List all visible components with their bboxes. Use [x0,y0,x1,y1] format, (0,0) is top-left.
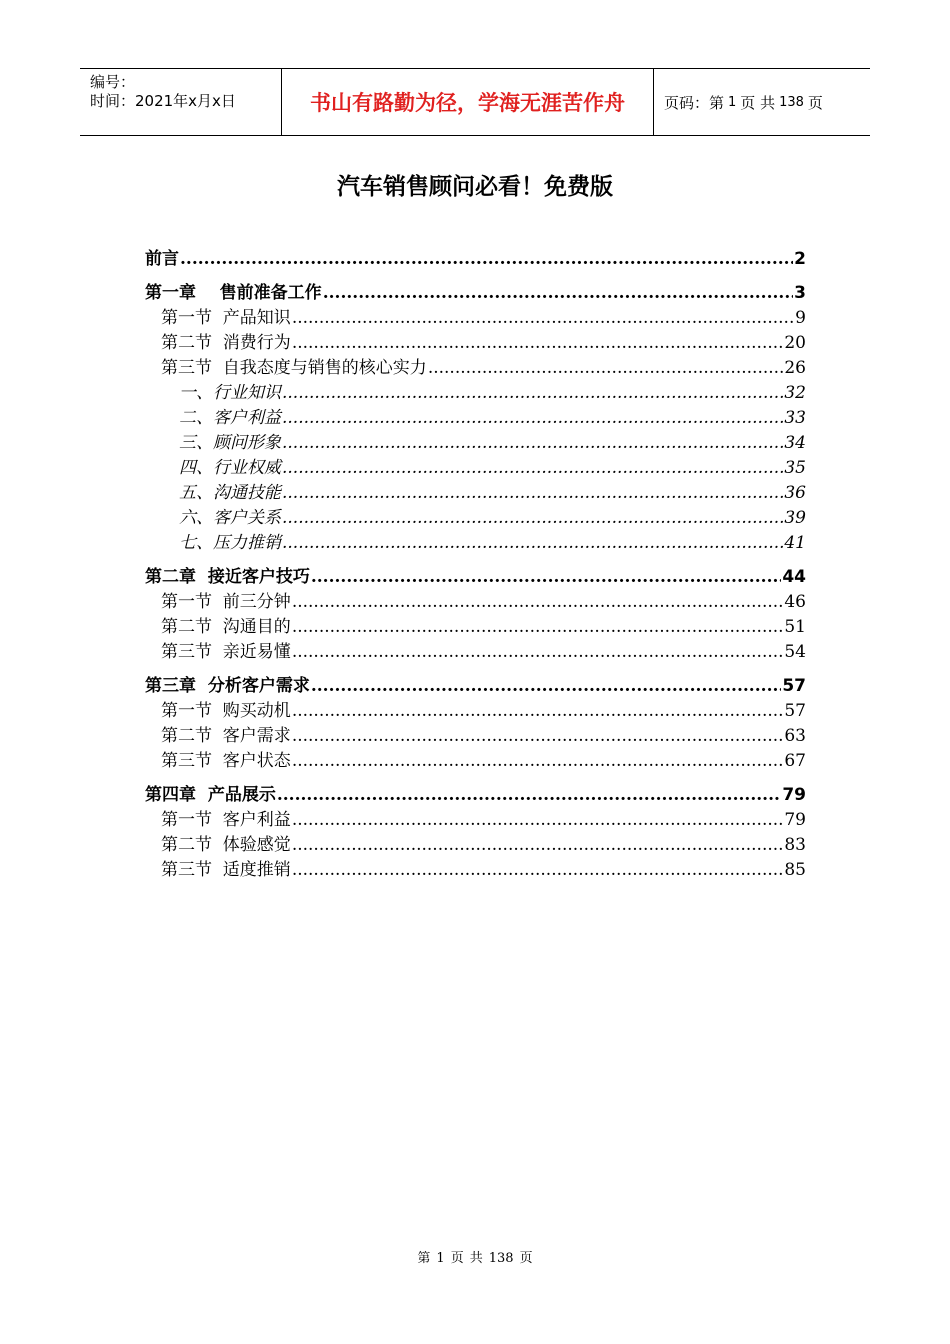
toc-entry-page: 79 [784,810,806,830]
toc-entry-page: 35 [784,458,806,478]
page-mid: 页 共 [740,93,776,112]
toc-entry-page: 33 [784,408,806,428]
toc-entry-page: 79 [782,785,806,805]
footer-c: 共 [469,1251,483,1266]
toc-entry[interactable] [145,481,806,506]
footer-b: 页 [450,1251,464,1266]
toc-entry-page: 83 [784,835,806,855]
toc-entry-title: 第二节 沟通目的 [161,617,291,637]
toc-leader-dots [292,833,784,858]
toc-entry-page: 46 [784,592,806,612]
toc-entry-title: 第三节 亲近易懂 [161,642,291,662]
toc-entry-page: 20 [784,333,806,353]
toc-leader-dots [292,640,784,665]
time-label: 时间：2021年x月x日 [90,92,236,110]
toc-leader-dots [282,381,783,406]
toc-entry-title: 第三节 自我态度与销售的核心实力 [161,358,427,378]
page-prefix: 页码：第 [664,93,725,112]
toc-entry-page: 3 [794,283,806,303]
toc-entry[interactable] [145,858,806,883]
toc-leader-dots [292,749,784,774]
toc-entry-title: 六、客户关系 [179,508,281,528]
toc-entry-title: 第二节 客户需求 [161,726,291,746]
toc-entry-page: 57 [784,701,806,721]
toc-leader-dots [282,431,783,456]
page-total: 138 [779,94,804,110]
toc-leader-dots [292,808,784,833]
toc-entry[interactable] [145,247,806,272]
toc-entry-title: 第一章 售前准备工作 [145,283,322,303]
toc-entry-title: 第三节 客户状态 [161,751,291,771]
footer-total: 138 [488,1251,514,1266]
toc-entry[interactable] [145,281,806,306]
toc-entry-title: 二、客户利益 [179,408,281,428]
toc-entry-page: 51 [784,617,806,637]
document-title: 汽车销售顾问必看！免费版 [337,174,613,200]
toc-leader-dots [292,615,784,640]
toc-entry-title: 第二节 体验感觉 [161,835,291,855]
toc-leader-dots [292,590,784,615]
toc-entry-title: 七、压力推销 [179,533,281,553]
toc-entry-page: 67 [784,751,806,771]
toc-entry-title: 一、行业知识 [179,383,281,403]
toc-entry[interactable] [145,640,806,665]
toc-entry[interactable] [145,615,806,640]
toc-entry[interactable] [145,565,806,590]
toc-entry-title: 五、沟通技能 [179,483,281,503]
toc-entry-page: 32 [784,383,806,403]
toc-leader-dots [292,306,794,331]
toc-entry-title: 前言 [145,249,179,269]
page-footer [0,1247,950,1266]
toc-entry[interactable] [145,833,806,858]
header-motto: 书山有路勤为径，学海无涯苦作舟 [281,69,654,135]
toc-entry[interactable] [145,808,806,833]
toc-entry-title: 第四章 产品展示 [145,785,276,805]
toc-entry-page: 34 [784,433,806,453]
toc-entry-page: 9 [795,308,806,328]
toc-leader-dots [282,481,783,506]
toc-entry-title: 第一节 前三分钟 [161,592,291,612]
toc-entry-title: 三、顾问形象 [179,433,281,453]
footer-a: 第 [417,1251,431,1266]
header-page-info [654,69,870,135]
header-meta [80,69,281,135]
toc-entry[interactable] [145,331,806,356]
toc-entry-page: 54 [784,642,806,662]
toc-leader-dots [428,356,784,381]
toc-leader-dots [282,456,783,481]
toc-entry[interactable] [145,506,806,531]
toc-entry-page: 39 [784,508,806,528]
toc-leader-dots [180,247,793,272]
page-suffix: 页 [807,93,823,112]
page-header [80,68,870,136]
toc-entry[interactable] [145,456,806,481]
toc-entry-title: 第一节 客户利益 [161,810,291,830]
toc-leader-dots [282,506,783,531]
toc-leader-dots [311,674,781,699]
toc-entry-title: 第三章 分析客户需求 [145,676,310,696]
toc-entry[interactable] [145,724,806,749]
toc-leader-dots [282,406,783,431]
toc-entry-page: 26 [784,358,806,378]
toc-entry[interactable] [145,674,806,699]
toc-entry-page: 41 [784,533,806,553]
toc-entry-title: 四、行业权威 [179,458,281,478]
toc-entry-title: 第三节 适度推销 [161,860,291,880]
toc-entry-page: 44 [782,567,806,587]
toc-entry-title: 第二章 接近客户技巧 [145,567,310,587]
toc-entry-page: 57 [782,676,806,696]
toc-entry[interactable] [145,431,806,456]
toc-entry[interactable] [145,783,806,808]
toc-leader-dots [323,281,793,306]
toc-leader-dots [292,724,784,749]
number-label: 编号： [90,73,136,91]
page-number: 1 [728,94,737,110]
toc-entry-title: 第一节 购买动机 [161,701,291,721]
table-of-contents [145,238,806,883]
toc-entry-page: 85 [784,860,806,880]
toc-entry[interactable] [145,381,806,406]
toc-leader-dots [292,331,784,356]
toc-entry-page: 36 [784,483,806,503]
toc-entry-title: 第一节 产品知识 [161,308,291,328]
toc-leader-dots [292,699,784,724]
toc-entry-title: 第二节 消费行为 [161,333,291,353]
toc-leader-dots [282,531,783,556]
toc-leader-dots [311,565,781,590]
toc-leader-dots [292,858,784,883]
toc-entry[interactable] [145,590,806,615]
toc-leader-dots [277,783,781,808]
toc-entry[interactable] [145,306,806,331]
toc-entry[interactable] [145,356,806,381]
footer-page: 1 [436,1251,445,1266]
toc-entry[interactable] [145,531,806,556]
toc-entry[interactable] [145,749,806,774]
toc-entry[interactable] [145,406,806,431]
toc-entry-page: 63 [784,726,806,746]
toc-entry-page: 2 [794,249,806,269]
footer-d: 页 [519,1251,533,1266]
toc-entry[interactable] [145,699,806,724]
